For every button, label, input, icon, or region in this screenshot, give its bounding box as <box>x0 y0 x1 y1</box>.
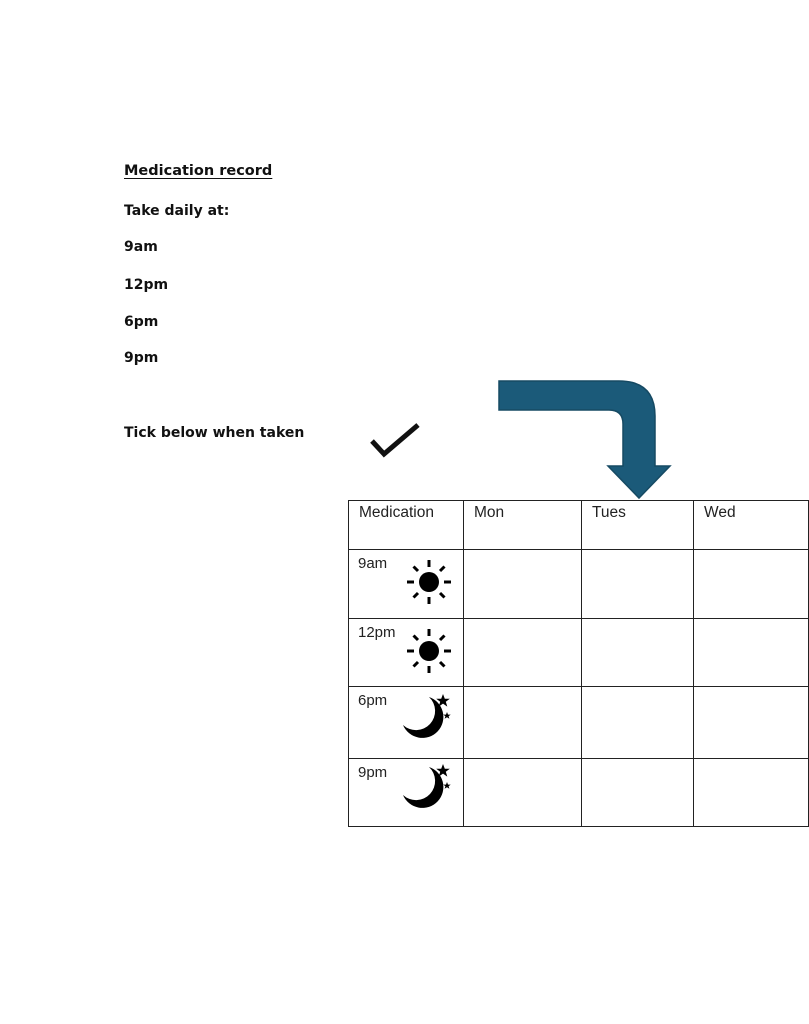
tick-cell-mon[interactable] <box>464 687 582 759</box>
header-medication: Medication <box>349 501 464 550</box>
moon-stars-icon <box>399 762 455 812</box>
time-12pm: 12pm <box>124 277 169 293</box>
header-tues: Tues <box>582 501 694 550</box>
document-title: Medication record <box>124 163 273 179</box>
moon-stars-icon <box>399 692 455 742</box>
header-wed: Wed <box>694 501 809 550</box>
row-label-6pm <box>349 687 464 759</box>
instruction-text: Take daily at: <box>124 203 230 219</box>
tick-cell-wed[interactable] <box>694 550 809 619</box>
row-time-label: 9pm <box>358 764 388 781</box>
row-time-label: 12pm <box>358 624 396 641</box>
medication-table <box>348 500 736 826</box>
table-row <box>349 687 809 759</box>
row-label-12pm <box>349 619 464 687</box>
tick-note: Tick below when taken <box>124 425 305 441</box>
sun-icon <box>405 627 453 675</box>
tick-cell-mon[interactable] <box>464 619 582 687</box>
tick-cell-tues[interactable] <box>582 619 694 687</box>
curved-arrow-down-icon <box>497 378 677 500</box>
tick-cell-tues[interactable] <box>582 550 694 619</box>
sun-icon <box>405 558 453 606</box>
row-label-9pm <box>349 759 464 827</box>
row-time-label: 9am <box>358 555 388 572</box>
table-row <box>349 759 809 827</box>
time-9am: 9am <box>124 239 158 255</box>
row-label-9am <box>349 550 464 619</box>
table-row <box>349 619 809 687</box>
tick-cell-tues[interactable] <box>582 687 694 759</box>
table-header-row <box>349 501 809 550</box>
row-time-label: 6pm <box>358 692 388 709</box>
time-9pm: 9pm <box>124 350 159 366</box>
tick-cell-wed[interactable] <box>694 687 809 759</box>
tick-cell-mon[interactable] <box>464 759 582 827</box>
table-row <box>349 550 809 619</box>
checkmark-icon <box>366 421 424 463</box>
tick-cell-wed[interactable] <box>694 619 809 687</box>
tick-cell-mon[interactable] <box>464 550 582 619</box>
header-mon: Mon <box>464 501 582 550</box>
tick-cell-tues[interactable] <box>582 759 694 827</box>
time-6pm: 6pm <box>124 314 159 330</box>
tick-cell-wed[interactable] <box>694 759 809 827</box>
